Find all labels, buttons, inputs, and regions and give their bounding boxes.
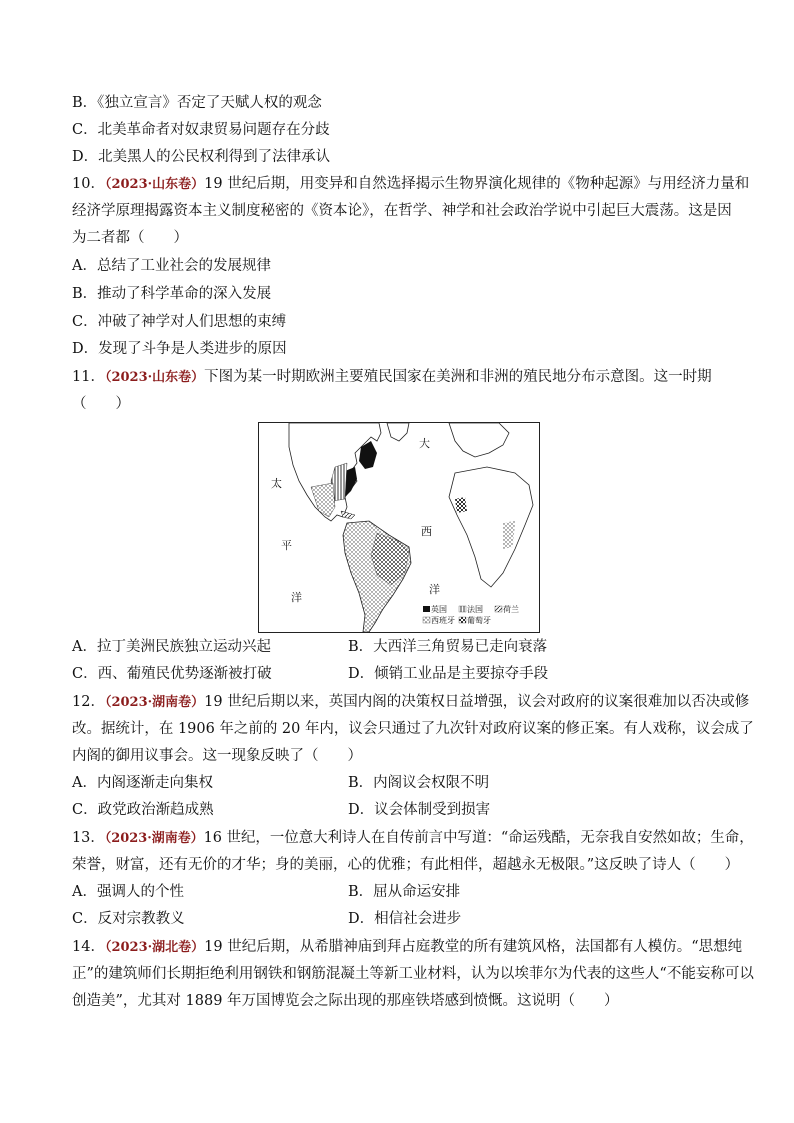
q13-option-d: D．相信社会进步 (348, 911, 462, 927)
legend-swatch-france (459, 606, 466, 612)
q11-option-c: C．西、葡殖民优势逐渐被打破 (72, 666, 272, 682)
stem-text: 19 世纪后期，用变异和自然选择揭示生物界演化规律的《物种起源》与用经济力量和 (204, 176, 750, 192)
map-legend (423, 604, 519, 625)
pacific-label-tai: 太 (271, 477, 282, 490)
legend-portugal: 葡萄牙 (467, 616, 491, 625)
q9-option-c: C．北美革命者对奴隶贸易问题存在分歧 (72, 122, 330, 138)
q13-stem-line1 (72, 828, 754, 849)
q10-option-c: C．冲破了神学对人们思想的束缚 (72, 314, 287, 330)
legend-swatch-britain (423, 606, 430, 612)
legend-swatch-netherlands (495, 606, 502, 612)
q13-stem-line2: 荣誉，财富，还有无价的才华；身的美丽，心的优雅；有此相伴，超越永无极限。”这反映了诗人（ ） (72, 857, 740, 873)
q10-option-b: B．推动了科学革命的深入发展 (72, 286, 272, 302)
q12-stem-line2: 改。据统计，在 1906 年之前的 20 年内，议会只通过了九次针对政府议案的修正案。有人戏称，议会成了 (72, 721, 754, 737)
african-colony-west (455, 497, 467, 513)
q11-option-d: D．倾销工业品是主要掠夺手段 (348, 666, 549, 682)
q9-option-b: B．《独立宣言》否定了天赋人权的观念 (72, 95, 322, 111)
pacific-label-ping: 平 (281, 539, 292, 552)
legend-swatch-spain (423, 617, 430, 623)
q9-option-d: D．北美黑人的公民权利得到了法律承认 (72, 149, 331, 165)
pacific-label-yang: 洋 (291, 591, 302, 604)
q12-option-a: A．内阁逐渐走向集权 (72, 775, 213, 791)
source-tag: （2023·山东卷） (104, 177, 205, 192)
q13-option-c: C．反对宗教教义 (72, 911, 185, 927)
q13-option-a: A．强调人的个性 (72, 884, 184, 900)
q12-option-d: D．议会体制受到损害 (348, 802, 491, 818)
q12-option-b: B．内阁议会权限不明 (348, 775, 490, 791)
europe (449, 423, 509, 457)
q12-option-c: C．政党政治渐趋成熟 (72, 802, 214, 818)
atlantic-label-yang: 洋 (429, 583, 440, 596)
question-number: 10． (72, 176, 105, 192)
q11-option-b: B．大西洋三角贸易已走向衰落 (348, 639, 548, 655)
q14-stem-line2: 正”的建筑师们长期拒绝利用钢铁和钢筋混凝土等新工业材料，认为以埃菲尔为代表的这些人“不能妄称可以 (72, 966, 754, 982)
caribbean (341, 511, 355, 519)
legend-spain: 西班牙 (431, 616, 455, 625)
q14-stem-line1 (72, 937, 742, 958)
q10-stem-line2: 经济学原理揭露资本主义制度秘密的《资本论》，在哲学、神学和社会政治学说中引起巨大震荡。这是因 (72, 203, 732, 219)
legend-swatch-portugal (459, 617, 466, 623)
stem-text: 下图为某一时期欧洲主要殖民国家在美洲和非洲的殖民地分布示意图。这一时期 (204, 369, 712, 385)
q12-stem-line1 (72, 692, 749, 713)
q11-stem-line1 (72, 367, 712, 388)
greenland (387, 423, 409, 441)
africa (449, 467, 533, 587)
q10-option-a: A．总结了工业社会的发展规律 (72, 258, 271, 274)
question-number: 12． (72, 694, 105, 710)
atlantic-label-da: 大 (419, 437, 430, 450)
stem-text: 19 世纪后期，从希腊神庙到拜占庭教堂的所有建筑风格，法国都有人模仿。“思想纯 (204, 939, 743, 955)
question-number: 14． (72, 939, 105, 955)
legend-britain: 英国 (431, 605, 447, 614)
q14-stem-line3: 创造美”，尤其对 1889 年万国博览会之际出现的那座铁塔感到愤慨。这说明（ ） (72, 993, 619, 1009)
stem-text: 19 世纪后期以来，英国内阁的决策权日益增强，议会对政府的议案很难加以否决或修 (204, 694, 750, 710)
source-tag: （2023·湖南卷） (104, 695, 205, 710)
source-tag: （2023·湖南卷） (104, 831, 204, 846)
legend-netherlands: 荷兰 (503, 605, 519, 614)
source-tag: （2023·湖北卷） (104, 940, 205, 955)
q11-stem-line2: （ ） (72, 396, 130, 412)
source-tag: （2023·山东卷） (104, 370, 205, 385)
colonial-map (258, 422, 540, 633)
question-number: 13． (72, 830, 105, 846)
q11-option-a: A．拉丁美洲民族独立运动兴起 (72, 639, 271, 655)
atlantic-label-xi: 西 (421, 525, 432, 538)
q13-option-b: B．屈从命运安排 (348, 884, 461, 900)
q12-stem-line3: 内阁的御用议事会。这一现象反映了（ ） (72, 748, 362, 764)
question-number: 11． (72, 369, 105, 385)
stem-text: 16 世纪，一位意大利诗人在自传前言中写道：“命运残酷，无奈我自安然如故；生命， (203, 830, 754, 846)
legend-france: 法国 (467, 605, 483, 614)
q10-option-d: D．发现了斗争是人类进步的原因 (72, 341, 287, 357)
q10-stem-line3: 为二者都（ ） (72, 230, 188, 246)
q10-stem-line1 (72, 174, 749, 195)
